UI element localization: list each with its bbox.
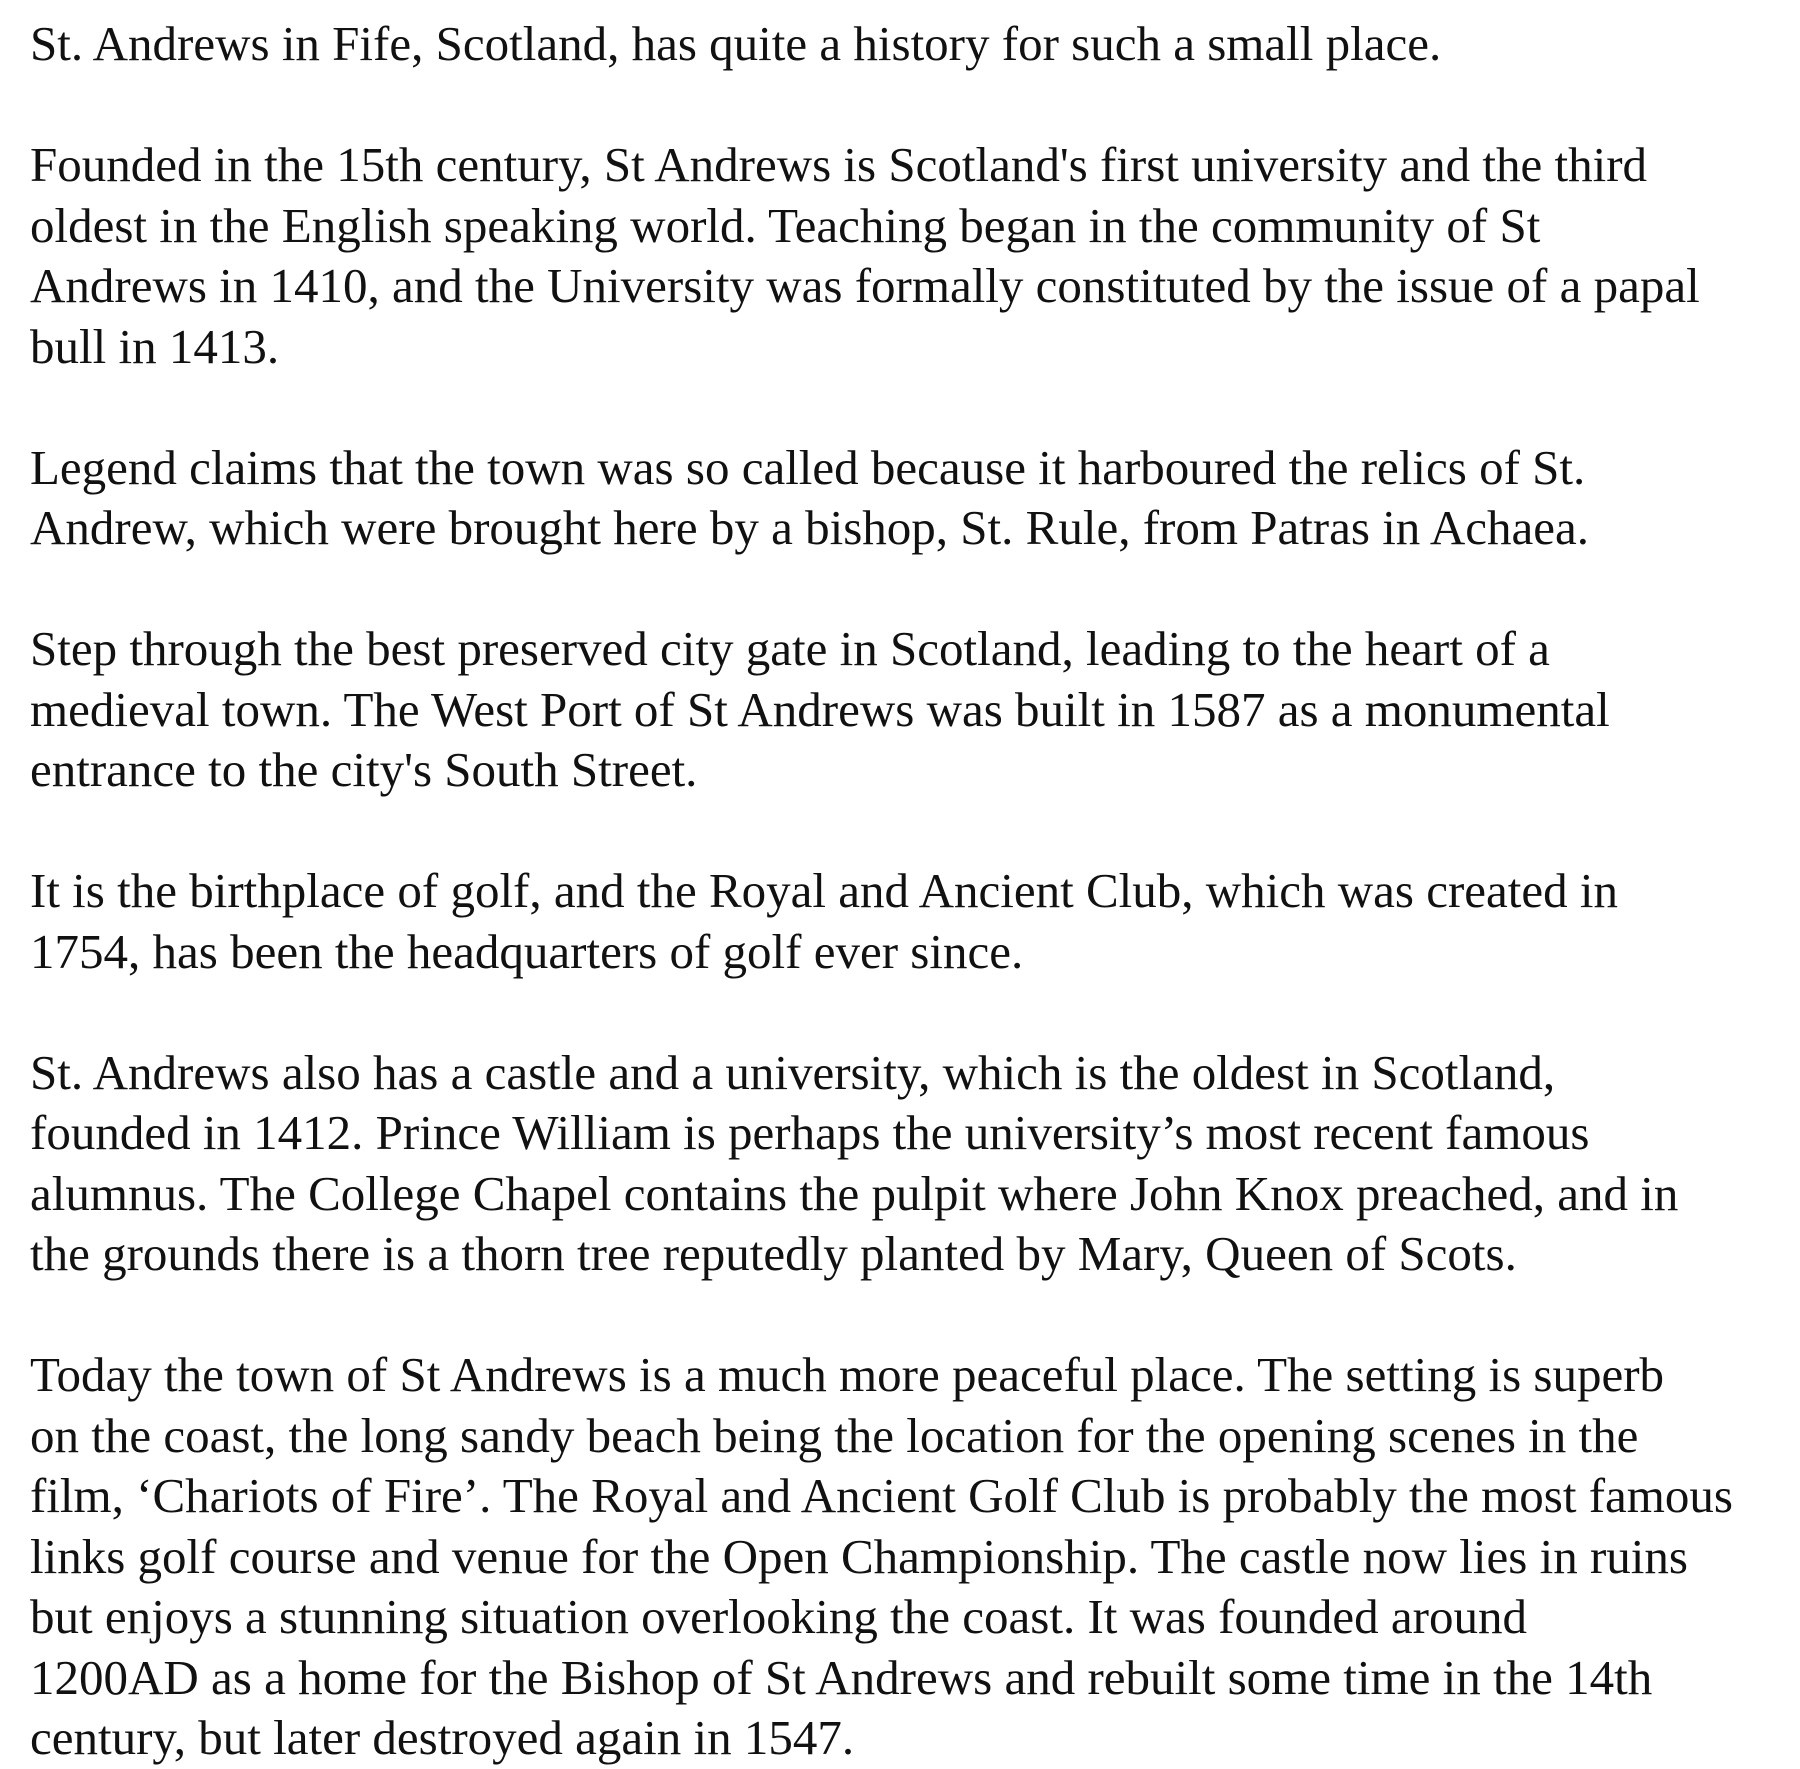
text-line: St. Andrews also has a castle and a university, which is the oldest in Scotland, bbox=[30, 1044, 1556, 1100]
text-line: alumnus. The College Chapel contains the pulpit where John Knox preached, and in bbox=[30, 1165, 1679, 1221]
text-line: links golf course and venue for the Open Championship. The castle now lies in ruins bbox=[30, 1528, 1688, 1584]
text-line: founded in 1412. Prince William is perhaps the university’s most recent famous bbox=[30, 1105, 1590, 1160]
text-line: Today the town of St Andrews is a much more peaceful place. The setting is superb bbox=[30, 1347, 1665, 1402]
text-line: the grounds there is a thorn tree reputedly planted by Mary, Queen of Scots. bbox=[30, 1226, 1517, 1281]
text-line: It is the birthplace of golf, and the Royal and Ancient Club, which was created in bbox=[30, 863, 1618, 918]
text-line: but enjoys a stunning situation overlooking the coast. It was founded around bbox=[30, 1589, 1527, 1644]
text-line: 1200AD as a home for the Bishop of St Andrews and rebuilt some time in the 14th bbox=[30, 1649, 1653, 1705]
text-line: on the coast, the long sandy beach being the location for the opening scenes in the bbox=[30, 1407, 1639, 1463]
document-body bbox=[30, 14, 1780, 1769]
text-line: bull in 1413. bbox=[30, 318, 280, 374]
paragraph-city-gate bbox=[30, 619, 1780, 801]
text-line: Step through the best preserved city gate in Scotland, leading to the heart of a bbox=[30, 621, 1550, 676]
text-line: Legend claims that the town was so called because it harboured the relics of St. bbox=[30, 439, 1586, 495]
paragraph-intro bbox=[30, 14, 1780, 75]
paragraph-golf bbox=[30, 861, 1780, 982]
text-line: Andrew, which were brought here by a bishop, St. Rule, from Patras in Achaea. bbox=[30, 500, 1589, 555]
text-line: Founded in the 15th century, St Andrews is Scotland's first university and the third bbox=[30, 137, 1648, 192]
paragraph-legend bbox=[30, 438, 1780, 559]
text-line: 1754, has been the headquarters of golf ever since. bbox=[30, 923, 1024, 979]
text-line: film, ‘Chariots of Fire’. The Royal and Ancient Golf Club is probably the most famous bbox=[30, 1468, 1733, 1523]
text-line: entrance to the city's South Street. bbox=[30, 742, 698, 797]
text-line: medieval town. The West Port of St Andrews was built in 1587 as a monumental bbox=[30, 681, 1610, 737]
text-line: oldest in the English speaking world. Teaching began in the community of St bbox=[30, 197, 1541, 253]
text-line: Andrews in 1410, and the University was formally constituted by the issue of a papal bbox=[30, 258, 1700, 313]
paragraph-today bbox=[30, 1345, 1780, 1769]
paragraph-university-founding bbox=[30, 135, 1780, 377]
text-line: St. Andrews in Fife, Scotland, has quite a history for such a small place. bbox=[30, 16, 1442, 71]
paragraph-castle-university bbox=[30, 1043, 1780, 1285]
text-line: century, but later destroyed again in 1547. bbox=[30, 1710, 855, 1765]
